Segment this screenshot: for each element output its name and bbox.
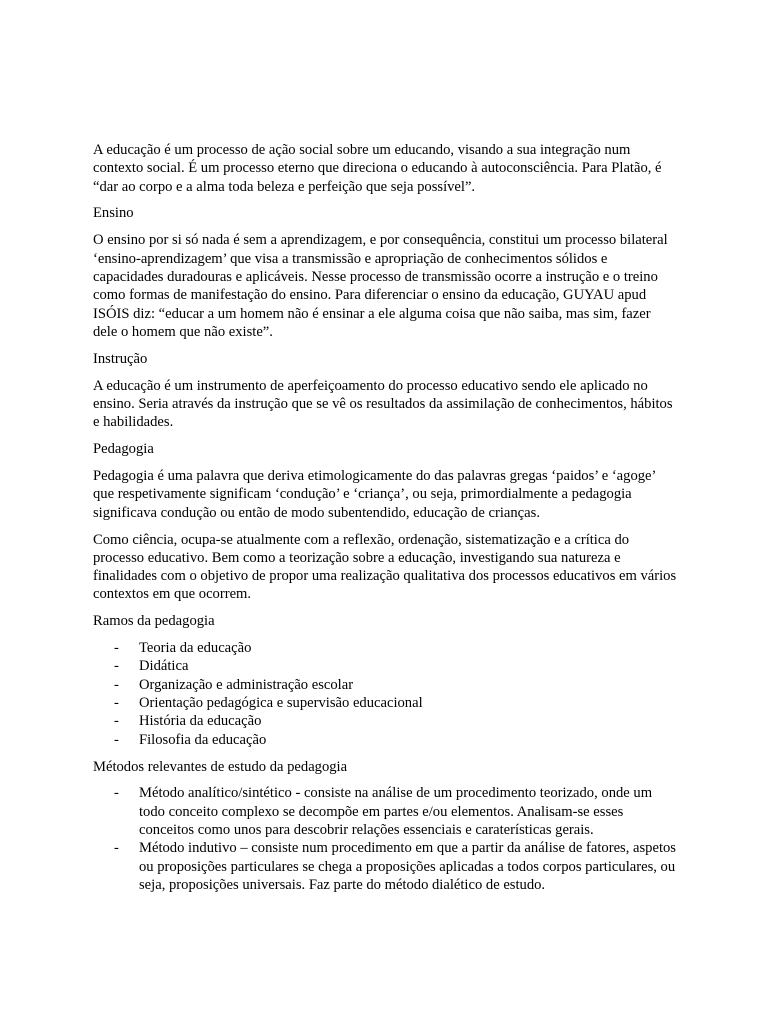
list-dash: - [114,840,119,857]
instrucao-heading: Instrução [93,350,148,367]
list-dash: - [114,658,119,675]
list-item-text: Didática [139,658,189,675]
instrucao-paragraph: A educação é um instrumento de aperfeiçoamento do processo educativo sendo ele aplicado no ensino. Seria através da instrução que se vê os resultados da assimilação de conhecimentos, hábitos e habilidades. [93,377,673,431]
list-item [93,639,677,657]
list-dash: - [114,640,119,657]
list-item [93,839,677,894]
pedagogia-heading: Pedagogia [93,441,154,458]
list-item [93,712,677,730]
metodos-heading: Métodos relevantes de estudo da pedagogia [93,758,348,775]
list-item [93,657,677,675]
list-dash: - [114,713,119,730]
intro-paragraph: A educação é um processo de ação social sobre um educando, visando a sua integração num contexto social. É um processo eterno que direciona o educando à autoconsciência. Para Platão, é “dar ao corpo e a alma toda beleza e perfeição que seja possível”. [93,142,662,195]
ensino-heading: Ensino [93,205,134,222]
list-item [93,784,677,839]
ramos-list [93,639,677,749]
list-item-text: Método indutivo – consiste num procedimento em que a partir da análise de fatores, aspetos ou proposições particulares se chega a proposições aplicadas a todos corpos particulares, ou seja, proposições universais. Faz parte do método dialético de estudo. [139,840,676,893]
list-item [93,676,677,694]
ramos-heading: Ramos da pedagogia [93,613,215,630]
pedagogia-paragraph-2: Como ciência, ocupa-se atualmente com a reflexão, ordenação, sistematização e a crítica do processo educativo. Bem como a teorização sobre a educação, investigando sua natureza e finalidades com o objetivo de propor uma realização qualitativa dos processos educativos em vários contextos em que ocorrem. [93,531,677,603]
document-page [93,141,677,903]
pedagogia-paragraph-1: Pedagogia é uma palavra que deriva etimologicamente do das palavras gregas ‘paidos’ e ‘agoge’ que respetivamente significam ‘condução’ e ‘criança’, ou seja, primordialmente a pedagogia significava condução ou então de modo subentendido, educação de crianças. [93,468,656,521]
list-item-text: Orientação pedagógica e supervisão educacional [139,695,423,712]
list-item-text: História da educação [139,713,262,730]
list-item [93,694,677,712]
list-item-text: Organização e administração escolar [139,676,354,693]
list-item-text: Teoria da educação [139,640,252,657]
list-dash: - [114,676,119,693]
list-item [93,731,677,749]
list-item-text: Método analítico/sintético - consiste na análise de um procedimento teorizado, onde um todo conceito complexo se decompõe em partes e/ou elementos. Analisam-se esses conceitos como unos para descobrir relações essenciais e caraterísticas gerais. [139,785,653,839]
list-item-text: Filosofia da educação [139,731,267,748]
metodos-list [93,784,677,894]
list-dash: - [114,695,119,712]
list-dash: - [114,731,119,748]
ensino-paragraph: O ensino por si só nada é sem a aprendizagem, e por consequência, constitui um processo bilateral ‘ensino-aprendizagem’ que visa a transmissão e apropriação de conhecimentos sólidos e capacidades duradouras e aplicáveis. Nesse processo de transmissão ocorre a instrução e o treino como formas de manifestação do ensino. Para diferenciar o ensino da educação, GUYAU apud ISÓIS diz: “educar a um homem não é ensinar a ele alguma coisa que não saiba, mas sim, fazer dele o homem que não existe”. [93,232,668,340]
list-dash: - [114,785,119,802]
